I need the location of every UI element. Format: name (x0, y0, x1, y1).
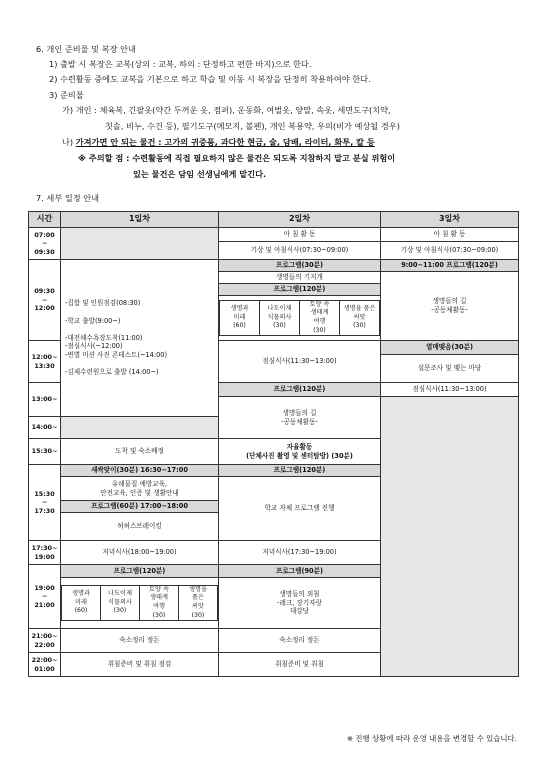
day1-program-60: 프로그램(60분) 17:00~18:00 (61, 501, 219, 513)
day1-safety: 유해물질 예방교육, 안전교육, 인증 및 생활안내 (61, 477, 219, 501)
section6-line6-text: 가져가면 안 되는 물건 : 고가의 귀중품, 과다한 현금, 술, 담배, 라이터, 화투, 칼 등 (75, 137, 375, 147)
day3-morning-activity: 아 침 활 동 (381, 228, 519, 242)
time-1730: 17:30~ 19:00 (29, 541, 61, 565)
section6-line4: 가) 개인 : 체육복, 긴팔옷(약간 두꺼운 옷, 점퍼), 운동화, 여벌옷, 양말, 속옷, 세면도구(치약, (62, 105, 391, 115)
time-1200: 12:00~ 13:30 (29, 341, 61, 383)
day2-base: 생명들의 기지개 (219, 272, 381, 284)
day3-lunch: 점심식사(11:30~13:00) (381, 383, 519, 397)
day2-program-120c: 프로그램(120분) (219, 465, 381, 477)
time-2200: 22:00~ 01:00 (29, 653, 61, 677)
day1-sub-1: 생명과 미래 (60) (62, 585, 101, 620)
day2-program-120b: 프로그램(120분) (219, 383, 381, 397)
day2-sub-2: 나도이제 식물의사 (30) (260, 300, 300, 335)
day1-sub-3: 토양 속 생태계 여행 (30) (140, 585, 179, 620)
time-1400: 14:00~ (29, 417, 61, 439)
day2-sub-3: 토양 속 생태계 여행 (30) (300, 300, 340, 335)
day1-clean: 숙소정리 정돈 (61, 629, 219, 653)
day2-sleep: 취침준비 및 취침 (219, 653, 381, 677)
day2-road: 생명들의 길 -공동체활동- (219, 397, 381, 439)
section6-title: 6. 개인 준비물 및 복장 안내 (36, 44, 136, 54)
day2-program-120: 프로그램(120분) (219, 284, 381, 296)
day3-survey: 설문조사 및 맺는 마당 (381, 355, 519, 383)
time-1530-1730: 15:30 ~ 17:30 (29, 465, 61, 541)
day2-sub-4: 생명을 품은 씨앗 (30) (340, 300, 380, 335)
day1-program-120: 프로그램(120분) (61, 565, 219, 578)
day3-wake: 기상 및 아침식사(07:30~09:00) (381, 242, 519, 260)
header-day2: 2일차 (219, 212, 381, 228)
day1-blank-morning (61, 228, 219, 260)
day2-program-90: 프로그램(90분) (219, 565, 381, 578)
header-time: 시간 (29, 212, 61, 228)
day1-subprograms (61, 578, 219, 629)
time-0930: 09:30 ~ 12:00 (29, 260, 61, 341)
section6-line6 (62, 137, 375, 148)
time-1530: 15:30~ (29, 439, 61, 465)
day3-wrap: 열매맺음(30분) (381, 341, 519, 355)
day2-wake: 기상 및 아침식사(07:30~09:00) (219, 242, 381, 260)
day1-sub-4: 생명을 품은 씨앗 (30) (179, 585, 218, 620)
time-2100: 21:00~ 22:00 (29, 629, 61, 653)
day2-sub-1: 생명과 미래 (60) (220, 300, 260, 335)
day1-dinner: 저녁식사(18:00~19:00) (61, 541, 219, 565)
section6-line8: 있는 물건은 담임 선생님에게 맡긴다. (133, 169, 267, 179)
footnote: ※ 진행 상황에 따라 운영 내용을 변경할 수 있습니다. (346, 734, 517, 743)
section7-title: 7. 세부 일정 안내 (36, 193, 100, 203)
day1-morning-schedule: -집합 및 인원점검(08:30) -학교 출발(9:00~) -대전해수욕장도착(11:00) -점심식사(~12:00) -변별 미션 사진 콘테스트(~14:00) -김제수련원으로 출발 (14:00~) (61, 260, 219, 417)
day1-sleep: 취침준비 및 취침 점검 (61, 653, 219, 677)
day2-lunch: 점심식사(11:30~13:00) (219, 341, 381, 383)
day3-road: 생명들의 길 -공동체활동- (381, 272, 519, 341)
day2-clean: 숙소정리 정돈 (219, 629, 381, 653)
day2-subprograms (219, 296, 381, 341)
section6-line6-prefix: 나) (62, 137, 76, 147)
day2-school: 학교 자체 프로그램 진행 (219, 477, 381, 541)
header-day3: 3일차 (381, 212, 519, 228)
section6-line1: 1) 출발 시 복장은 교복(상의 : 교복, 하의 : 단정하고 편한 바지)으로 한다. (49, 59, 312, 69)
day2-night: 생명들의 외침 -레크, 장기자랑 대강당 (219, 578, 381, 629)
day3-program: 9:00~11:00 프로그램(120분) (381, 260, 519, 272)
day1-camp: 허허스브레이킹 (61, 513, 219, 541)
section6-line2: 2) 수련활동 중에도 교복을 기본으로 하고 학습 및 이동 시 복장을 단정히 착용하여야 한다. (49, 74, 371, 84)
schedule-table (28, 211, 519, 677)
section6-line7: ※ 주의할 점 : 수련활동에 직접 필요하지 않은 물건은 되도록 지참하지 말고 분실 위험이 (78, 153, 396, 163)
day1-icebreak: 새싹맞이(30분) 16:30~17:00 (61, 465, 219, 477)
time-1300: 13:00~ (29, 383, 61, 417)
day3-blank-afternoon (381, 397, 519, 677)
day2-dinner: 저녁식사(17:30~19:00) (219, 541, 381, 565)
day1-sub-2: 나도이제 식물의사 (30) (101, 585, 140, 620)
day1-blank-1400 (61, 417, 219, 439)
header-day1: 1일차 (61, 212, 219, 228)
time-0700: 07:00 ~ 09:30 (29, 228, 61, 260)
day2-morning-activity: 아 침 활 동 (219, 228, 381, 242)
day2-program-30: 프로그램(30분) (219, 260, 381, 272)
section6-line5: 칫솔, 비누, 수건 등), 필기도구(메모지, 볼펜), 개인 복용약, 우의(비가 예상될 경우) (105, 121, 400, 131)
time-1900: 19:00 ~ 21:00 (29, 565, 61, 629)
day1-arrive: 도착 및 숙소배정 (61, 439, 219, 465)
section6-line3: 3) 준비물 (49, 90, 84, 100)
day2-free: 자율활동 (단체사진 촬영 및 센터탐방) (30분) (219, 439, 381, 465)
